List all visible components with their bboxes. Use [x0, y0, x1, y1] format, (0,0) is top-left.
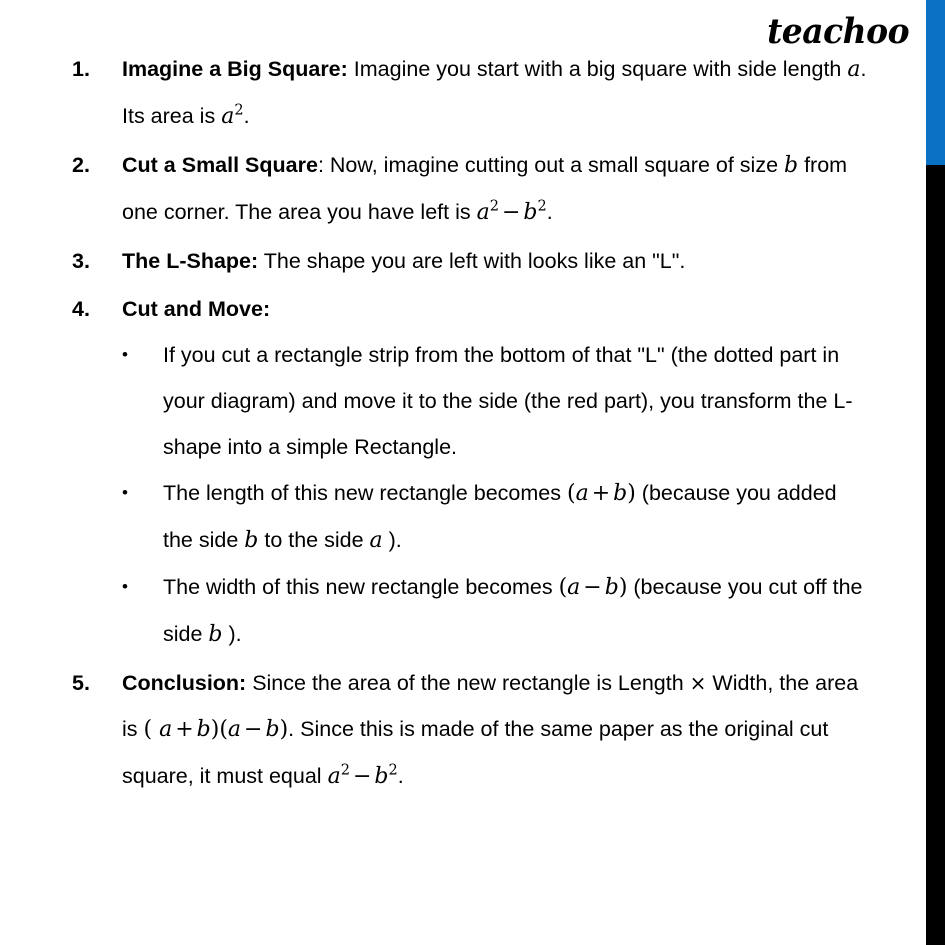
math-a-side: a: [369, 528, 383, 553]
step-text-5c: . Since this is made of the same paper as the original cut square, it must equal: [122, 717, 829, 788]
step-lead-3: The L-Shape:: [122, 249, 259, 273]
teachoo-logo: teachoo: [767, 11, 909, 52]
black-accent-bar: [926, 165, 945, 945]
multiplication-icon: ×: [689, 671, 707, 695]
steps-list: [0, 46, 908, 800]
math-b-side: b: [244, 528, 259, 553]
lesson-content: [0, 46, 908, 802]
sub-item-2-text: [163, 470, 908, 564]
edge-accent-bars: [926, 0, 945, 945]
step-body-5: [122, 660, 908, 800]
bullet-icon: •: [122, 577, 128, 596]
step-item-4: [0, 286, 908, 658]
step-text-5d: .: [397, 764, 404, 788]
sub3-text-a: The width of this new rectangle becomes: [163, 575, 559, 599]
step-text-5a: Since the area of the new rectangle is Length: [246, 671, 690, 695]
math-a-1: a: [847, 57, 861, 82]
sub-item-1: [122, 332, 908, 470]
step-text-1c: .: [243, 104, 250, 128]
step-body-4: [122, 286, 908, 332]
math-b-2: b: [784, 153, 799, 178]
step-item-2: [0, 142, 908, 236]
step-text-5b: Width, the area is: [122, 671, 859, 741]
sub2-text-a: The length of this new rectangle becomes: [163, 481, 567, 505]
sub2-text-c: to the side: [258, 528, 370, 552]
step-item-1: [0, 46, 908, 140]
step-number-4: 4.: [72, 297, 90, 321]
math-b-cut: b: [208, 622, 223, 647]
math-a-minus-b: (a − b): [558, 575, 628, 600]
step-body-1: [122, 46, 908, 140]
sub3-text-b: (because you cut off the side: [163, 575, 863, 646]
step-number-5: 5.: [72, 671, 90, 695]
sub-item-3-text: [163, 564, 908, 658]
step-lead-1: Imagine a Big Square:: [122, 57, 348, 81]
math-product-expression: ( a + b)(a − b): [143, 717, 289, 742]
math-a-plus-b: (a + b): [566, 481, 636, 506]
sub-item-2: [122, 470, 908, 564]
sub2-text-b: (because you added the side: [163, 481, 837, 552]
step-text-2c: .: [546, 200, 553, 224]
step-lead-4: Cut and Move:: [122, 297, 271, 321]
step-item-5: [0, 660, 908, 800]
sub2-text-d: ).: [382, 528, 402, 552]
bullet-icon: •: [122, 345, 128, 364]
math-a-squared-1: $a^2$: [221, 102, 244, 129]
step-number-3: 3.: [72, 249, 90, 273]
sub-item-1-text: If you cut a rectangle strip from the bottom of that "L" (the dotted part in your diagram) and move it to the side (the red part), you transform the L-shape into a simple Rectangle.: [163, 343, 853, 459]
step-number-1: 1.: [72, 57, 90, 81]
step-text-2a: : Now, imagine cutting out a small square of size: [317, 153, 785, 177]
step-lead-5: Conclusion:: [122, 671, 247, 695]
step-body-3: [122, 238, 908, 284]
step-text-2b: from one corner. The area you have left is: [122, 153, 848, 224]
step-4-sublist: [122, 332, 908, 658]
step-text-3: The shape you are left with looks like an "L".: [258, 249, 686, 273]
step-number-2: 2.: [72, 153, 90, 177]
bullet-icon: •: [122, 483, 128, 502]
math-a2-minus-b2-step2: $a^2 - b^2$: [476, 198, 547, 225]
sub3-text-c: ).: [222, 622, 242, 646]
step-text-1b: . Its area is: [122, 57, 867, 128]
blue-accent-bar: [926, 0, 945, 165]
math-a2-minus-b2-final: $a^2 - b^2$: [327, 762, 398, 789]
step-text-1a: Imagine you start with a big square with side length: [347, 57, 848, 81]
step-item-3: [0, 238, 908, 284]
step-lead-2: Cut a Small Square: [122, 153, 318, 177]
step-body-2: [122, 142, 908, 236]
sub-item-3: [122, 564, 908, 658]
